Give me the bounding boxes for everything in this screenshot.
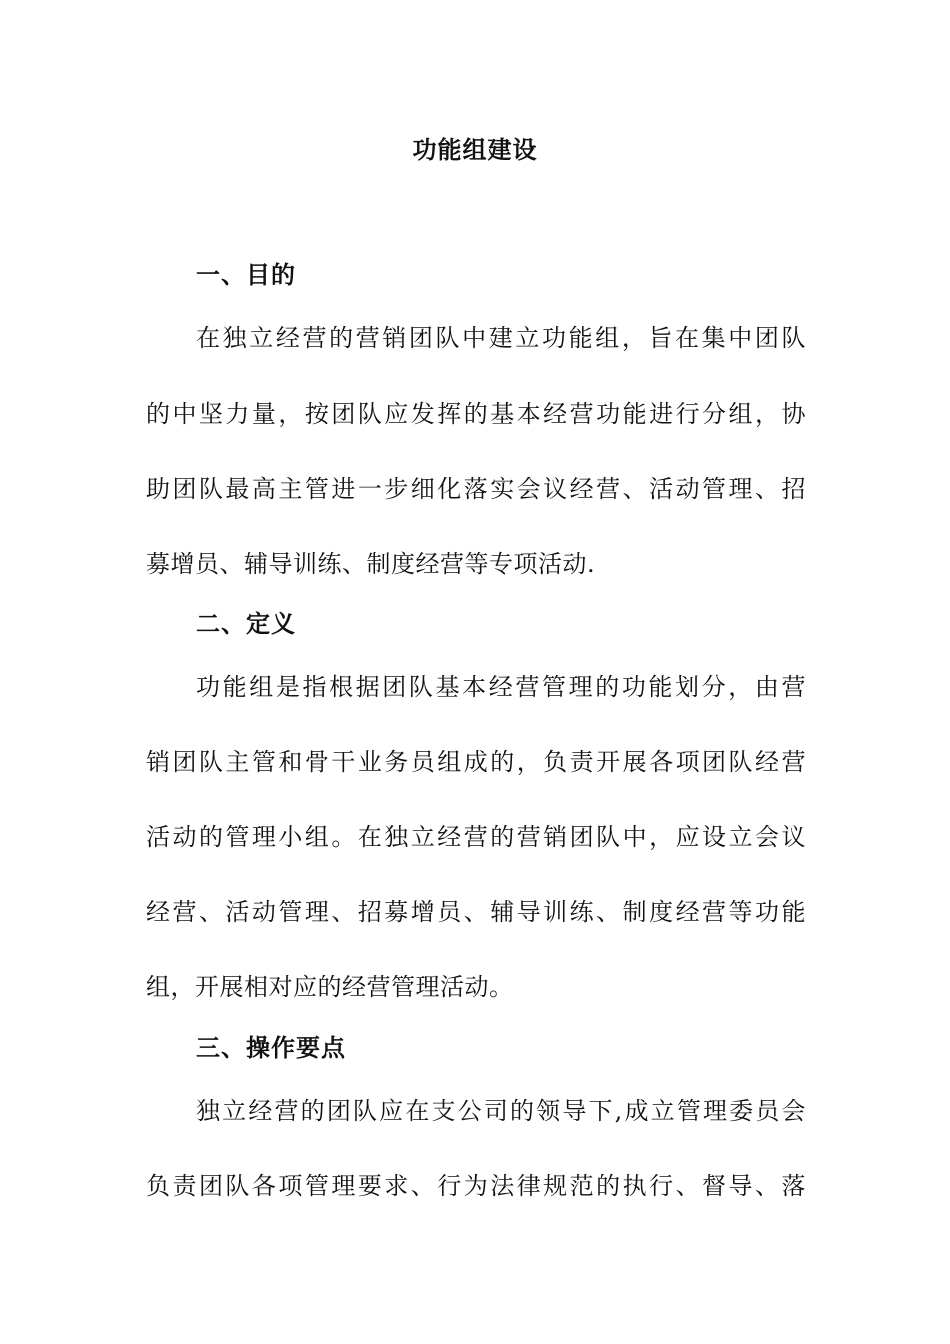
paragraph-line: 的中坚力量，按团队应发挥的基本经营功能进行分组，协 <box>146 400 806 428</box>
section-heading: 二、定义 <box>196 609 296 638</box>
paragraph-line: 活动的管理小组。在独立经营的营销团队中，应设立会议 <box>146 823 806 851</box>
paragraph-line: 组，开展相对应的经营管理活动。 <box>146 973 514 1001</box>
section-heading: 一、目的 <box>196 260 296 289</box>
document-title: 功能组建设 <box>412 135 538 164</box>
paragraph-line: 经营、活动管理、招募增员、辅导训练、制度经营等功能 <box>146 898 806 926</box>
paragraph-line: 销团队主管和骨干业务员组成的，负责开展各项团队经营 <box>146 748 806 776</box>
section-heading: 三、操作要点 <box>196 1033 346 1062</box>
paragraph-line: 功能组是指根据团队基本经营管理的功能划分，由营 <box>196 673 806 701</box>
paragraph-line: 募增员、辅导训练、制度经营等专项活动. <box>146 550 596 578</box>
paragraph-line: 助团队最高主管进一步细化落实会议经营、活动管理、招 <box>146 475 806 503</box>
paragraph-line: 负责团队各项管理要求、行为法律规范的执行、督导、落 <box>146 1172 806 1200</box>
paragraph-line: 在独立经营的营销团队中建立功能组，旨在集中团队 <box>196 324 806 352</box>
paragraph-line: 独立经营的团队应在支公司的领导下,成立管理委员会 <box>196 1097 806 1125</box>
